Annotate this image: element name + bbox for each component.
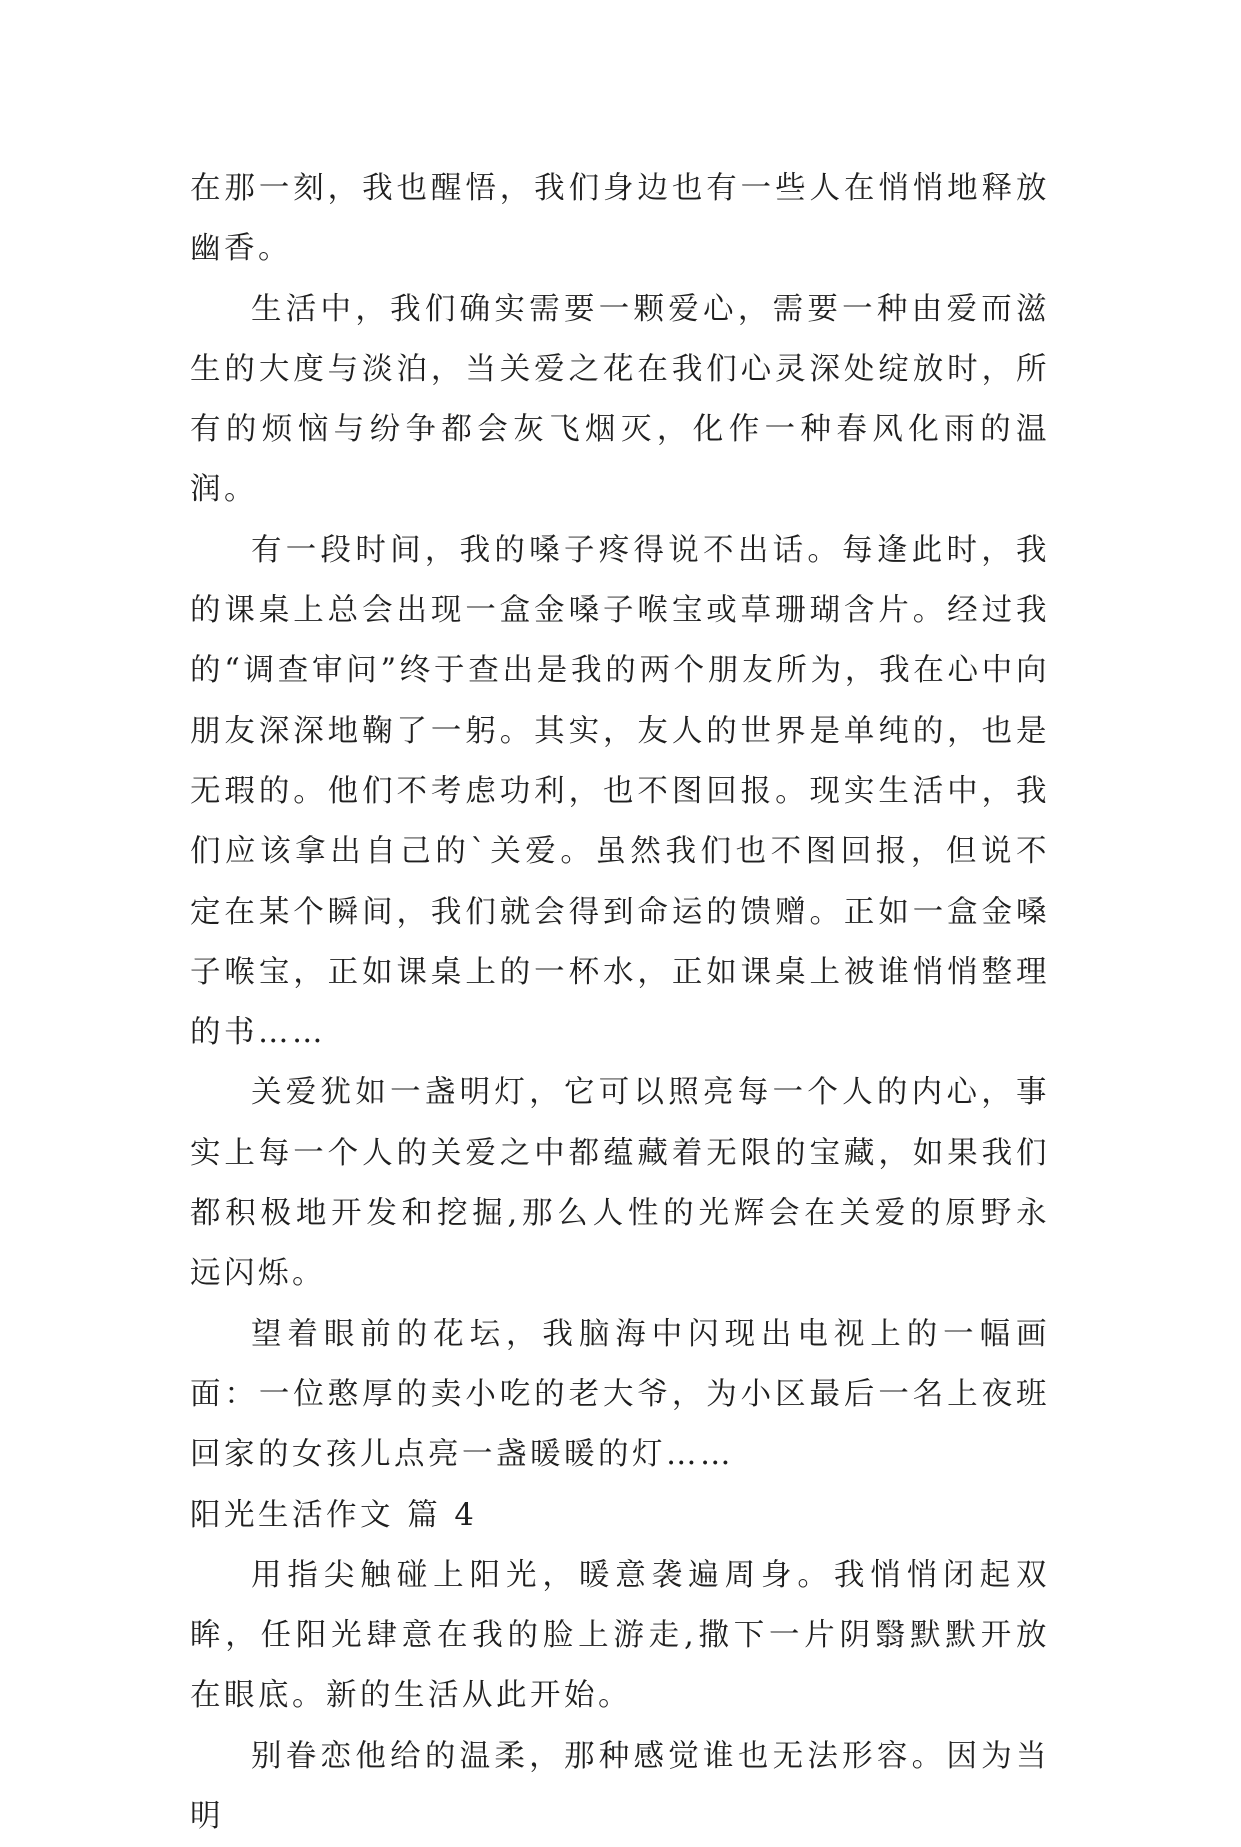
paragraph: 关爱犹如一盏明灯，它可以照亮每一个人的内心，事实上每一个人的关爱之中都蕴藏着无限的宝藏，如果我们都积极地开发和挖掘,那么人性的光辉会在关爱的原野永远闪烁。 xyxy=(190,1075,1050,1292)
paragraph: 生活中，我们确实需要一颗爱心，需要一种由爱而滋生的大度与淡泊，当关爱之花在我们心灵深处绽放时，所有的烦恼与纷争都会灰飞烟灭，化作一种春风化雨的温润。 xyxy=(190,291,1050,508)
section-heading: 阳光生活作文 篇 4 xyxy=(190,1497,478,1533)
paragraph: 别眷恋他给的温柔，那种感觉谁也无法形容。因为当明 xyxy=(190,1738,1050,1835)
paragraph: 有一段时间，我的嗓子疼得说不出话。每逢此时，我的课桌上总会出现一盒金嗓子喉宝或草珊瑚含片。经过我的“调查审问”终于查出是我的两个朋友所为，我在心中向朋友深深地鞠了一躬。其实，友人的世界是单纯的，也是无瑕的。他们不考虑功利，也不图回报。现实生活中，我们应该拿出自己的`关爱。虽然我们也不图回报，但说不定在某个瞬间，我们就会得到命运的馈赠。正如一盒金嗓子喉宝，正如课桌上的一杯水，正如课桌上被谁悄悄整理的书…… xyxy=(190,532,1050,1051)
document-body xyxy=(190,159,1050,1847)
paragraph: 望着眼前的花坛，我脑海中闪现出电视上的一幅画面：一位憨厚的卖小吃的老大爷，为小区最后一名上夜班回家的女孩儿点亮一盏暖暖的灯…… xyxy=(190,1316,1050,1473)
paragraph: 用指尖触碰上阳光，暖意袭遍周身。我悄悄闭起双眸，任阳光肆意在我的脸上游走,撒下一片阴翳默默开放在眼底。新的生活从此开始。 xyxy=(190,1557,1050,1714)
paragraph: 在那一刻，我也醒悟，我们身边也有一些人在悄悄地释放幽香。 xyxy=(190,171,1050,267)
